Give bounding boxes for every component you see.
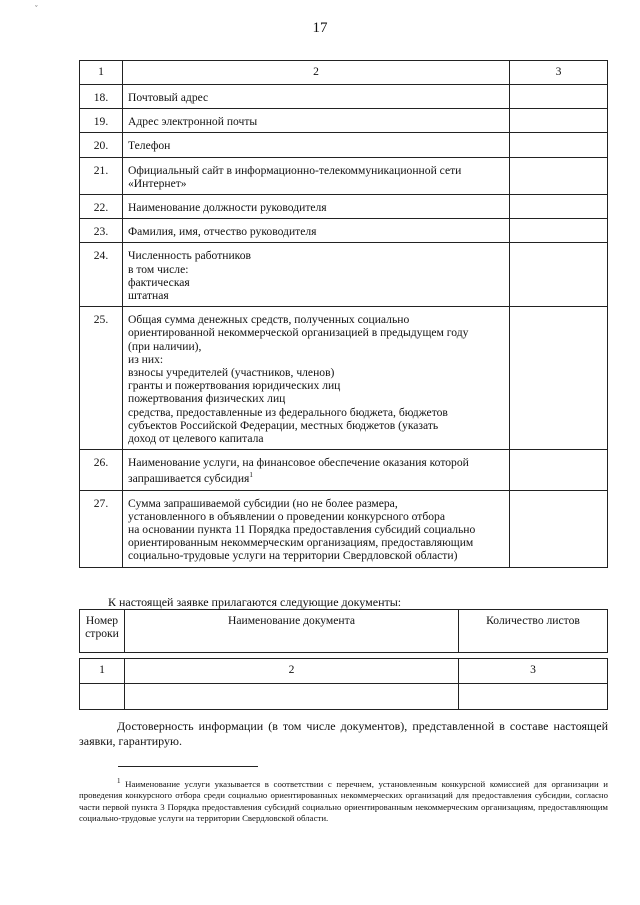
docs-header-row — [80, 610, 608, 653]
row-label-text: гранты и пожертвования юридических лиц — [128, 379, 341, 393]
row-value-cell[interactable] — [510, 490, 608, 567]
row-label-line — [128, 225, 504, 238]
row-number: 23. — [80, 219, 123, 243]
header-col-1: 1 — [80, 61, 123, 85]
row-label-line — [128, 432, 504, 445]
row-label-line — [128, 164, 504, 177]
row-label-text: фактическая — [128, 275, 190, 289]
row-value-cell[interactable] — [510, 219, 608, 243]
row-value-cell[interactable] — [510, 109, 608, 133]
row-label-line — [128, 326, 504, 339]
docs-num-3: 3 — [459, 659, 608, 684]
row-label-line — [128, 201, 504, 214]
row-value-cell[interactable] — [510, 450, 608, 490]
row-label-text: Официальный сайт в информационно-телекоммуникационной сети — [128, 163, 462, 177]
row-label-line — [128, 91, 504, 104]
table-row — [80, 450, 608, 490]
row-label-text: из них: — [128, 352, 164, 366]
row-label-line — [128, 536, 504, 549]
docs-numbering-row — [80, 659, 608, 684]
row-label-text: Адрес электронной почты — [128, 115, 258, 129]
row-number: 18. — [80, 85, 123, 109]
row-label-line — [128, 139, 504, 152]
documents-table — [79, 609, 608, 710]
row-label-text: Почтовый адрес — [128, 91, 209, 104]
row-label-line — [128, 406, 504, 419]
table-row — [80, 157, 608, 194]
row-label-text: Наименование услуги, на финансовое обеспечение оказания которой — [128, 456, 469, 470]
row-label-line — [128, 177, 504, 190]
row-label-line — [128, 469, 504, 485]
row-label-text: в том числе: — [128, 262, 189, 276]
row-label-text: Сумма запрашиваемой субсидии (но не более размера, — [128, 496, 398, 510]
row-number: 27. — [80, 490, 123, 567]
table-header-row — [80, 61, 608, 85]
row-label-line — [128, 510, 504, 523]
row-label-text: ориентированным некоммерческим организациям, предоставляющим — [128, 536, 474, 550]
row-label-line — [128, 549, 504, 562]
row-label-line — [128, 392, 504, 405]
row-label-text: субъектов Российской Федерации, местных бюджетов (указать — [128, 418, 439, 432]
row-number: 19. — [80, 109, 123, 133]
row-label — [123, 109, 510, 133]
row-label-text: взносы учредителей (участников, членов) — [128, 366, 335, 380]
row-label-text: установленного в объявлении о проведении конкурсного отбора — [128, 509, 446, 523]
row-label-text: запрашивается субсидия — [128, 472, 250, 486]
footnote-separator — [118, 766, 258, 767]
row-label-text: Общая сумма денежных средств, полученных социально — [128, 313, 410, 327]
docs-num-1: 1 — [80, 659, 125, 684]
row-label-text: Телефон — [128, 139, 171, 153]
row-number: 22. — [80, 195, 123, 219]
row-label-text: на основании пункта 11 Порядка предоставления субсидий социально — [128, 522, 476, 536]
row-label-line — [128, 366, 504, 379]
row-value-cell[interactable] — [510, 243, 608, 307]
row-label — [123, 490, 510, 567]
row-label-line — [128, 379, 504, 392]
docs-header-number — [80, 610, 125, 653]
docs-empty-cell-1[interactable] — [80, 684, 125, 710]
table-row — [80, 195, 608, 219]
row-label-line — [128, 353, 504, 366]
row-label — [123, 85, 510, 109]
row-label — [123, 219, 510, 243]
row-label-text: «Интернет» — [128, 176, 187, 190]
row-label — [123, 307, 510, 450]
docs-header-sheets: Количество листов — [459, 610, 608, 653]
row-label-line — [128, 289, 504, 302]
row-label-text: ориентированной некоммерческой организацией в предыдущем году — [128, 326, 469, 340]
docs-header-number-line2: строки — [85, 627, 119, 641]
docs-empty-cell-2[interactable] — [125, 684, 459, 710]
row-label-line — [128, 263, 504, 276]
row-label-line — [128, 276, 504, 289]
closing-statement: Достоверность информации (в том числе документов), представленной в составе настоящей заявки, гарантирую. — [79, 719, 608, 748]
row-value-cell[interactable] — [510, 85, 608, 109]
row-label-line — [128, 340, 504, 353]
docs-num-2: 2 — [125, 659, 459, 684]
row-label-text: Фамилия, имя, отчество руководителя — [128, 225, 317, 239]
table-row — [80, 307, 608, 450]
row-label-line — [128, 456, 504, 469]
row-label-line — [128, 115, 504, 128]
table-row — [80, 219, 608, 243]
row-label — [123, 133, 510, 157]
row-number: 20. — [80, 133, 123, 157]
row-label-line — [128, 313, 504, 326]
row-label-text: штатная — [128, 289, 169, 303]
row-label-text: доход от целевого капитала — [128, 432, 264, 446]
row-value-cell[interactable] — [510, 307, 608, 450]
row-label-text: социально-трудовые услуги на территории Свердловской области) — [128, 549, 458, 563]
header-col-2: 2 — [123, 61, 510, 85]
row-label-text: Численность работников — [128, 249, 251, 263]
footnote — [79, 776, 608, 825]
row-label-text: пожертвования физических лиц — [128, 392, 286, 406]
table-row — [80, 133, 608, 157]
docs-empty-cell-3[interactable] — [459, 684, 608, 710]
row-label-text: (при наличии), — [128, 339, 202, 353]
row-label-line — [128, 523, 504, 536]
scan-mark: ˇ — [35, 4, 38, 13]
row-label-text: Наименование должности руководителя — [128, 201, 327, 215]
row-label — [123, 243, 510, 307]
attachments-intro: К настоящей заявке прилагаются следующие документы: — [108, 595, 402, 609]
application-form-table — [79, 60, 608, 568]
table-row — [80, 243, 608, 307]
row-label — [123, 157, 510, 194]
row-label-line — [128, 249, 504, 262]
footnote-mark: 1 — [117, 777, 121, 785]
page-number: 17 — [312, 20, 328, 36]
row-number: 25. — [80, 307, 123, 450]
row-value-cell[interactable] — [510, 133, 608, 157]
row-value-cell[interactable] — [510, 195, 608, 219]
docs-header-name: Наименование документа — [125, 610, 459, 653]
row-value-cell[interactable] — [510, 157, 608, 194]
row-label-line — [128, 419, 504, 432]
footnote-reference: 1 — [249, 471, 253, 480]
table-row — [80, 490, 608, 567]
row-label — [123, 195, 510, 219]
table-row — [80, 109, 608, 133]
footnote-text: Наименование услуги указывается в соответствии с перечнем, установленным конкурсной комиссией для организации и проведения конкурсного отбора среди социально ориентированных некоммерческих организаций для предоставления субсидии, согласно части первой пункта 3 Порядка предоставления субсидий социально ориентированным некоммерческим организациям, предоставляющим социально-трудовые услуги на территории Свердловской области. — [79, 778, 608, 824]
header-col-3: 3 — [510, 61, 608, 85]
table-row — [80, 85, 608, 109]
row-number: 26. — [80, 450, 123, 490]
docs-empty-row — [80, 684, 608, 710]
row-label-line — [128, 497, 504, 510]
row-number: 21. — [80, 157, 123, 194]
docs-header-number-line1: Номер — [85, 614, 119, 627]
row-number: 24. — [80, 243, 123, 307]
row-label — [123, 450, 510, 490]
row-label-text: средства, предоставленные из федерального бюджета, бюджетов — [128, 405, 448, 419]
